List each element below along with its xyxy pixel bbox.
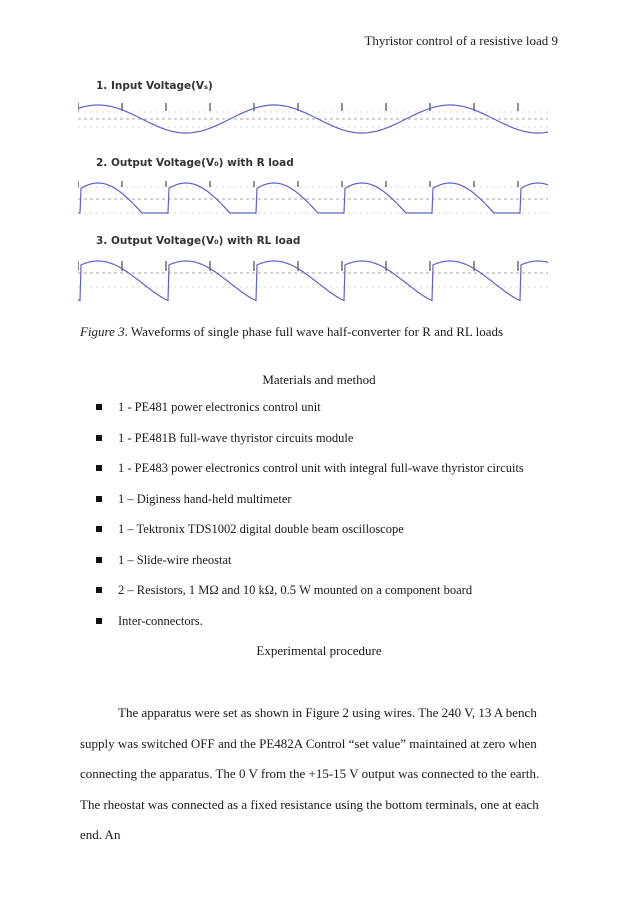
materials-list xyxy=(96,398,524,642)
waveform-figure xyxy=(78,75,556,315)
running-head: Thyristor control of a resistive load 9 xyxy=(364,33,558,48)
output-r-load-panel xyxy=(78,181,548,213)
input-voltage-panel xyxy=(78,103,548,133)
figure-caption-text: . Waveforms of single phase full wave half-converter for R and RL loads xyxy=(124,324,504,339)
list-item: 1 – Tektronix TDS1002 digital double beam oscilloscope xyxy=(96,520,524,551)
list-item: 1 - PE481B full-wave thyristor circuits module xyxy=(96,429,524,460)
procedure-paragraph: The apparatus were set as shown in Figure 2 using wires. The 240 V, 13 A bench supply was switched OFF and the PE482A Control “set value” maintained at zero when connecting the apparatus. The 0 V from the +15-15 V output was connected to the earth. The rheostat was connected as a fixed resistance using the bottom terminals, one at each end. An xyxy=(80,705,540,842)
figure-caption xyxy=(80,324,503,340)
figure-caption-label: Figure 3 xyxy=(80,324,125,339)
list-item: Inter-connectors. xyxy=(96,612,524,643)
waveform-plot xyxy=(78,75,556,315)
list-item: 1 - PE483 power electronics control unit with integral full-wave thyristor circuits xyxy=(96,459,524,490)
list-item: 1 – Slide-wire rheostat xyxy=(96,551,524,582)
output-rl-load-wave xyxy=(78,261,548,301)
list-item: 1 – Diginess hand-held multimeter xyxy=(96,490,524,521)
materials-heading: Materials and method xyxy=(262,372,376,387)
list-item: 2 – Resistors, 1 MΩ and 10 kΩ, 0.5 W mounted on a component board xyxy=(96,581,524,612)
output-rl-load-panel xyxy=(78,261,548,301)
output-r-load-wave xyxy=(78,183,548,213)
panel-label-input-voltage: 1. Input Voltage(Vₛ) xyxy=(96,80,213,92)
list-item: 1 - PE481 power electronics control unit xyxy=(96,398,524,429)
procedure-heading: Experimental procedure xyxy=(256,643,382,658)
time-ticks xyxy=(78,261,518,271)
panel-label-output-rl-load: 3. Output Voltage(V₀) with RL load xyxy=(96,235,301,247)
panel-label-output-r-load: 2. Output Voltage(V₀) with R load xyxy=(96,157,294,169)
time-ticks xyxy=(78,181,518,187)
